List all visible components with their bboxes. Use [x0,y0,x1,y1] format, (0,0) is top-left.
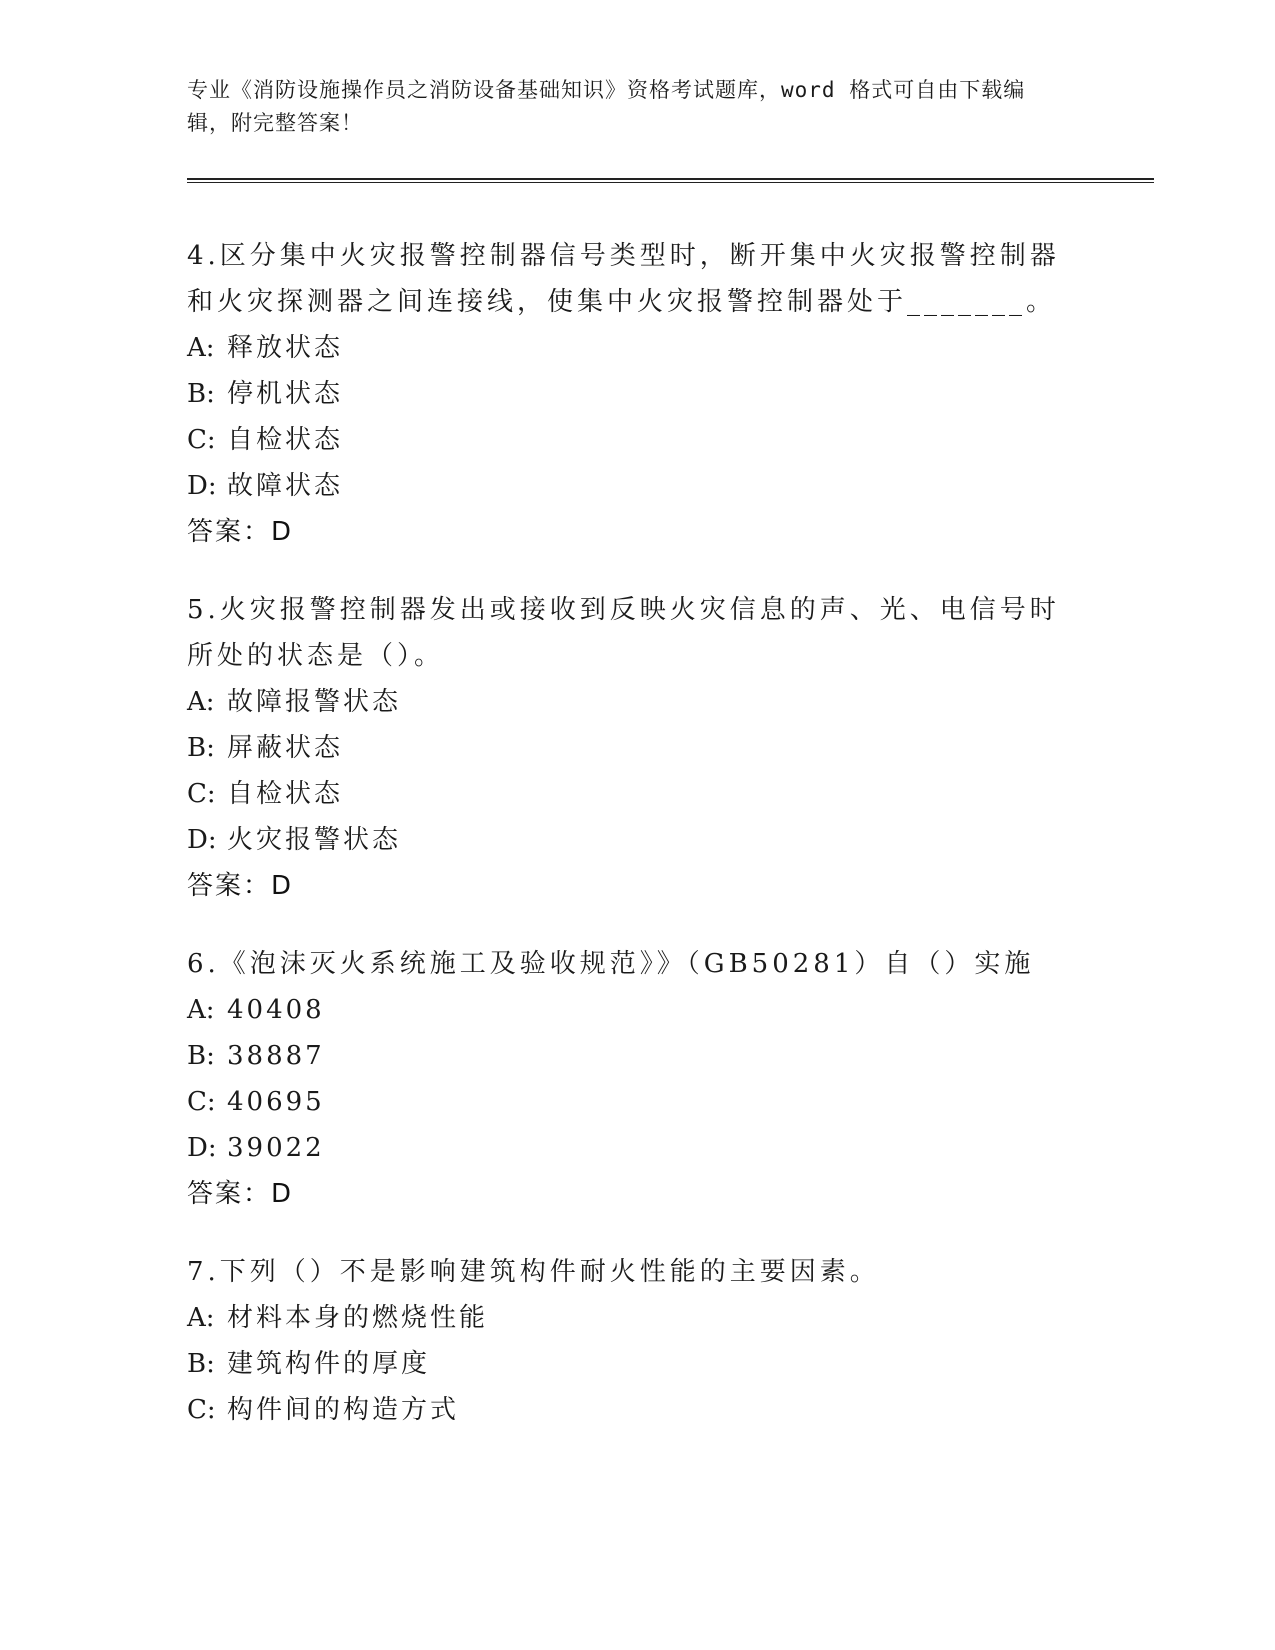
option-a [187,1295,1087,1341]
option-c [187,1387,1087,1433]
option-d [187,1125,1087,1171]
option-b [187,725,1087,771]
option-text: 停机状态 [227,379,344,409]
question-text: 6.《泡沫灭火系统施工及验收规范》》（GB50281）自（）实施 [187,949,1035,979]
option-text: 释放状态 [227,333,344,363]
option-text: 自检状态 [227,779,344,809]
answer-line: 答案：D [187,871,294,901]
option-c [187,1079,1087,1125]
option-text: 构件间的构造方式 [227,1395,460,1425]
option-c [187,417,1087,463]
option-a [187,679,1087,725]
option-letter: C: [187,1087,216,1117]
option-text: 建筑构件的厚度 [227,1349,431,1379]
option-letter: A: [187,1303,215,1333]
answer-line: 答案：D [187,1179,294,1209]
question-list [187,233,1087,1465]
question-text: 4.区分集中火灾报警控制器信号类型时，断开集中火灾报警控制器和火灾探测器之间连接线，使集中火灾报警控制器处于_______。 [187,241,1060,317]
option-letter: A: [187,995,215,1025]
option-text: 39022 [227,1133,325,1163]
option-letter: B: [187,1349,215,1379]
option-text: 38887 [227,1041,325,1071]
option-b [187,371,1087,417]
option-text: 自检状态 [227,425,344,455]
answer-line: 答案：D [187,517,294,547]
question-text: 5.火灾报警控制器发出或接收到反映火灾信息的声、光、电信号时所处的状态是（）。 [187,595,1060,671]
option-d [187,463,1087,509]
option-d [187,817,1087,863]
question-item [187,941,1087,1217]
option-text: 40695 [227,1087,325,1117]
option-letter: C: [187,779,216,809]
question-item [187,233,1087,555]
option-letter: C: [187,425,216,455]
option-letter: B: [187,733,215,763]
option-letter: A: [187,333,215,363]
option-text: 材料本身的燃烧性能 [227,1303,489,1333]
option-text: 屏蔽状态 [227,733,344,763]
document-header: 专业《消防设施操作员之消防设备基础知识》资格考试题库，word 格式可自由下载编辑，附完整答案！ [187,78,1026,135]
option-c [187,771,1087,817]
option-b [187,1341,1087,1387]
option-letter: D: [187,471,217,501]
option-letter: C: [187,1395,216,1425]
option-text: 40408 [227,995,325,1025]
option-letter: B: [187,1041,215,1071]
header-divider-thin [187,182,1154,183]
option-letter: A: [187,687,215,717]
option-a [187,987,1087,1033]
option-letter: D: [187,1133,217,1163]
option-a [187,325,1087,371]
option-b [187,1033,1087,1079]
option-text: 故障报警状态 [227,687,402,717]
option-letter: D: [187,825,217,855]
option-text: 火灾报警状态 [227,825,402,855]
option-text: 故障状态 [227,471,344,501]
question-item [187,1249,1087,1433]
question-text: 7.下列（）不是影响建筑构件耐火性能的主要因素。 [187,1257,880,1287]
option-letter: B: [187,379,215,409]
header-divider [187,178,1154,180]
question-item [187,587,1087,909]
